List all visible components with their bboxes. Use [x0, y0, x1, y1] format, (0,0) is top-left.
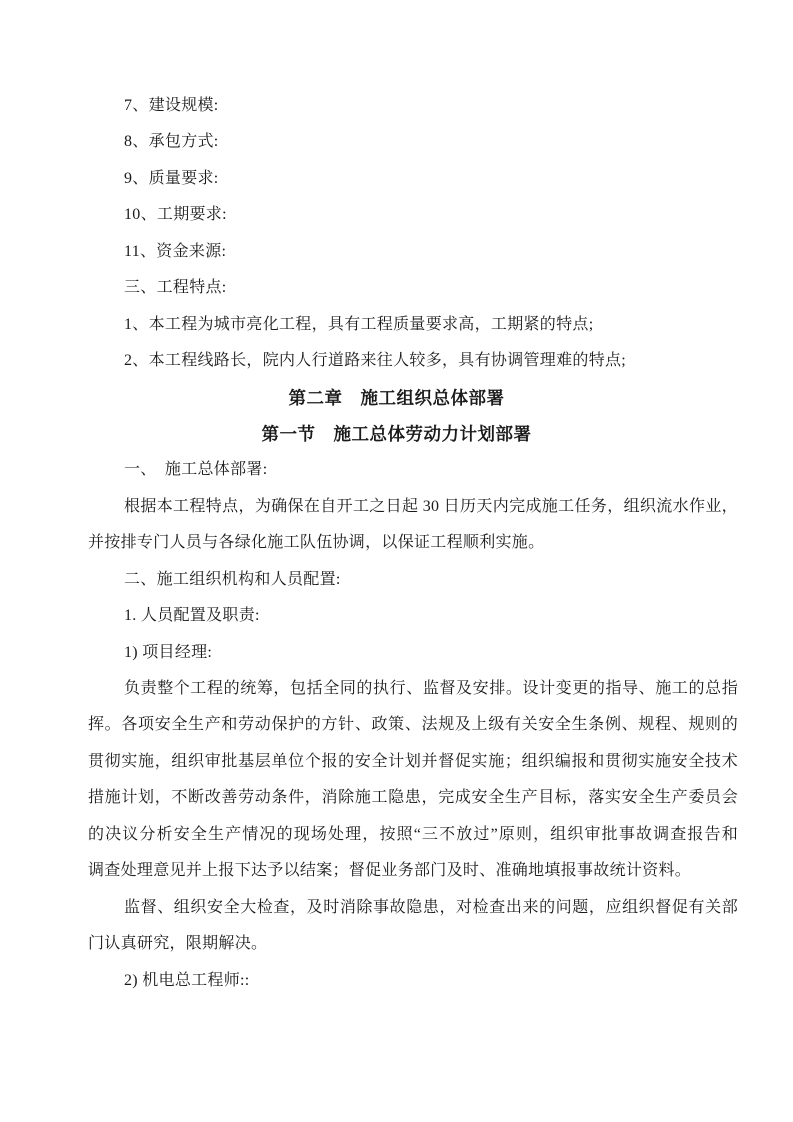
list-item: 8、承包方式:	[124, 133, 219, 151]
paragraph-line: 二、施工组织机构和人员配置:	[124, 570, 341, 588]
list-item: 三、工程特点:	[124, 279, 227, 297]
paragraph-line: 并按排专门人员与各绿化施工队伍协调，以保证工程顺利实施。	[88, 534, 545, 552]
paragraph-line: 措施计划，不断改善劳动条件，消除施工隐患，完成安全生产目标，落实安全生产委员会	[88, 789, 738, 807]
paragraph-line: 门认真研究，限期解决。	[88, 935, 268, 953]
list-item: 10、工期要求:	[124, 206, 227, 224]
paragraph-line: 贯彻实施，组织审批基层单位个报的安全计划并督促实施；组织编报和贯彻实施安全技术	[88, 752, 738, 770]
paragraph-line: 调查处理意见并上报下达予以结案；督促业务部门及时、准确地填报事故统计资料。	[88, 862, 692, 880]
paragraph-line: 监督、组织安全大检查，及时消除事故隐患，对检查出来的问题，应组织督促有关部	[124, 898, 738, 916]
paragraph-line: 根据本工程特点，为确保在自开工之日起 30 日历天内完成施工任务，组织流水作业，	[124, 497, 738, 515]
paragraph-line: 的决议分析安全生产情况的现场处理，按照“三不放过”原则，组织审批事故调查报告和	[88, 825, 738, 843]
section-heading: 第一节 施工总体劳动力计划部署	[261, 423, 532, 444]
paragraph-line: 一、 施工总体部署:	[124, 461, 268, 479]
chapter-heading: 第二章 施工组织总体部署	[288, 387, 505, 408]
paragraph-line: 挥。各项安全生产和劳动保护的方针、政策、法规及上级有关安全生条例、规程、规则的	[88, 716, 738, 734]
list-item: 9、质量要求:	[124, 169, 219, 187]
list-item: 7、建设规模:	[124, 97, 219, 114]
list-item: 11、资金来源:	[124, 242, 227, 260]
list-item: 2、本工程线路长，院内人行道路来往人较多，具有协调管理难的特点;	[124, 352, 627, 370]
paragraph-line: 1. 人员配置及职责:	[124, 607, 260, 625]
paragraph-line: 负责整个工程的统筹，包括全同的执行、监督及安排。设计变更的指导、施工的总指	[124, 680, 738, 697]
document-content	[88, 88, 738, 999]
list-item: 1、本工程为城市亮化工程，具有工程质量要求高，工期紧的特点;	[124, 315, 594, 333]
paragraph-line: 1) 项目经理:	[124, 643, 213, 661]
paragraph-line: 2) 机电总工程师::	[124, 971, 250, 989]
